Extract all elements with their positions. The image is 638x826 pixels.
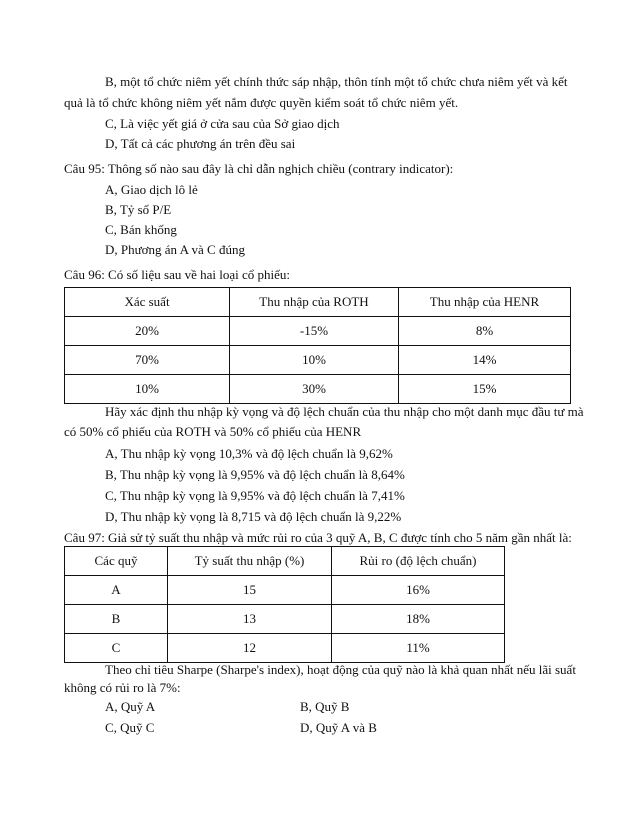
q96-prompt-line-1: Hãy xác định thu nhập kỳ vọng và độ lệch chuẩn của thu nhập cho một danh mục đầu tư mà — [105, 404, 584, 419]
q97-prompt-line-1: Theo chỉ tiêu Sharpe (Sharpe's index), hoạt động của quỹ nào là khả quan nhất nếu lãi suất — [105, 662, 576, 677]
q95-question: Câu 95: Thông số nào sau đây là chỉ dẫn nghịch chiều (contrary indicator): — [64, 161, 454, 176]
option-b-line-2: quả là tổ chức không niêm yết nắm được quyền kiểm soát tổ chức niêm yết. — [64, 95, 459, 110]
table-cell: 11% — [332, 634, 505, 663]
option-d: D, Tất cả các phương án trên đều sai — [105, 136, 296, 151]
table-cell: 14% — [399, 346, 571, 375]
q95-option-b: B, Tỷ số P/E — [105, 202, 172, 217]
table-row — [65, 346, 571, 375]
table-cell: -15% — [230, 317, 399, 346]
q97-question: Câu 97: Giả sử tỷ suất thu nhập và mức rủi ro của 3 quỹ A, B, C được tính cho 5 năm gần nhất là: — [64, 530, 572, 545]
table-cell: 8% — [399, 317, 571, 346]
table-cell: 10% — [65, 375, 230, 404]
table-header-row — [65, 288, 571, 317]
q96-option-a: A, Thu nhập kỳ vọng 10,3% và độ lệch chuẩn là 9,62% — [105, 446, 393, 461]
q96-prompt-line-2: có 50% cổ phiếu của ROTH và 50% cổ phiếu của HENR — [64, 424, 362, 439]
q95-option-d: D, Phương án A và C đúng — [105, 242, 245, 257]
q97-table — [64, 546, 505, 663]
q97-option-d: D, Quỹ A và B — [300, 720, 377, 735]
table-header-cell: Tỷ suất thu nhập (%) — [168, 547, 332, 576]
table-cell: A — [65, 576, 168, 605]
q96-table — [64, 287, 571, 404]
table-cell: 30% — [230, 375, 399, 404]
table-row — [65, 576, 505, 605]
table-header-cell: Các quỹ — [65, 547, 168, 576]
q95-option-a: A, Giao dịch lô lẻ — [105, 182, 198, 197]
table-row — [65, 634, 505, 663]
q95-option-c: C, Bán khống — [105, 222, 177, 237]
table-cell: 15 — [168, 576, 332, 605]
q97-option-b: B, Quỹ B — [300, 699, 350, 714]
option-b-line-1: B, một tổ chức niêm yết chính thức sáp nhập, thôn tính một tổ chức chưa niêm yết và kết — [105, 74, 568, 89]
table-cell: C — [65, 634, 168, 663]
table-row — [65, 317, 571, 346]
q97-prompt-line-2: không có rủi ro là 7%: — [64, 680, 181, 695]
table-cell: 70% — [65, 346, 230, 375]
table-cell: B — [65, 605, 168, 634]
table-header-row — [65, 547, 505, 576]
table-header-cell: Thu nhập của HENR — [399, 288, 571, 317]
q96-option-c: C, Thu nhập kỳ vọng là 9,95% và độ lệch chuẩn là 7,41% — [105, 488, 405, 503]
option-c: C, Là việc yết giá ở cửa sau của Sở giao dịch — [105, 116, 340, 131]
table-cell: 13 — [168, 605, 332, 634]
table-cell: 20% — [65, 317, 230, 346]
table-cell: 18% — [332, 605, 505, 634]
table-cell: 12 — [168, 634, 332, 663]
table-cell: 10% — [230, 346, 399, 375]
table-cell: 15% — [399, 375, 571, 404]
q96-option-d: D, Thu nhập kỳ vọng là 8,715 và độ lệch chuẩn là 9,22% — [105, 509, 402, 524]
table-row — [65, 375, 571, 404]
table-header-cell: Rủi ro (độ lệch chuẩn) — [332, 547, 505, 576]
q97-option-a: A, Quỹ A — [105, 699, 156, 714]
q96-option-b: B, Thu nhập kỳ vọng là 9,95% và độ lệch chuẩn là 8,64% — [105, 467, 405, 482]
q97-option-c: C, Quỹ C — [105, 720, 155, 735]
table-header-cell: Xác suất — [65, 288, 230, 317]
q96-question: Câu 96: Có số liệu sau về hai loại cổ phiếu: — [64, 267, 291, 282]
table-cell: 16% — [332, 576, 505, 605]
table-header-cell: Thu nhập của ROTH — [230, 288, 399, 317]
table-row — [65, 605, 505, 634]
